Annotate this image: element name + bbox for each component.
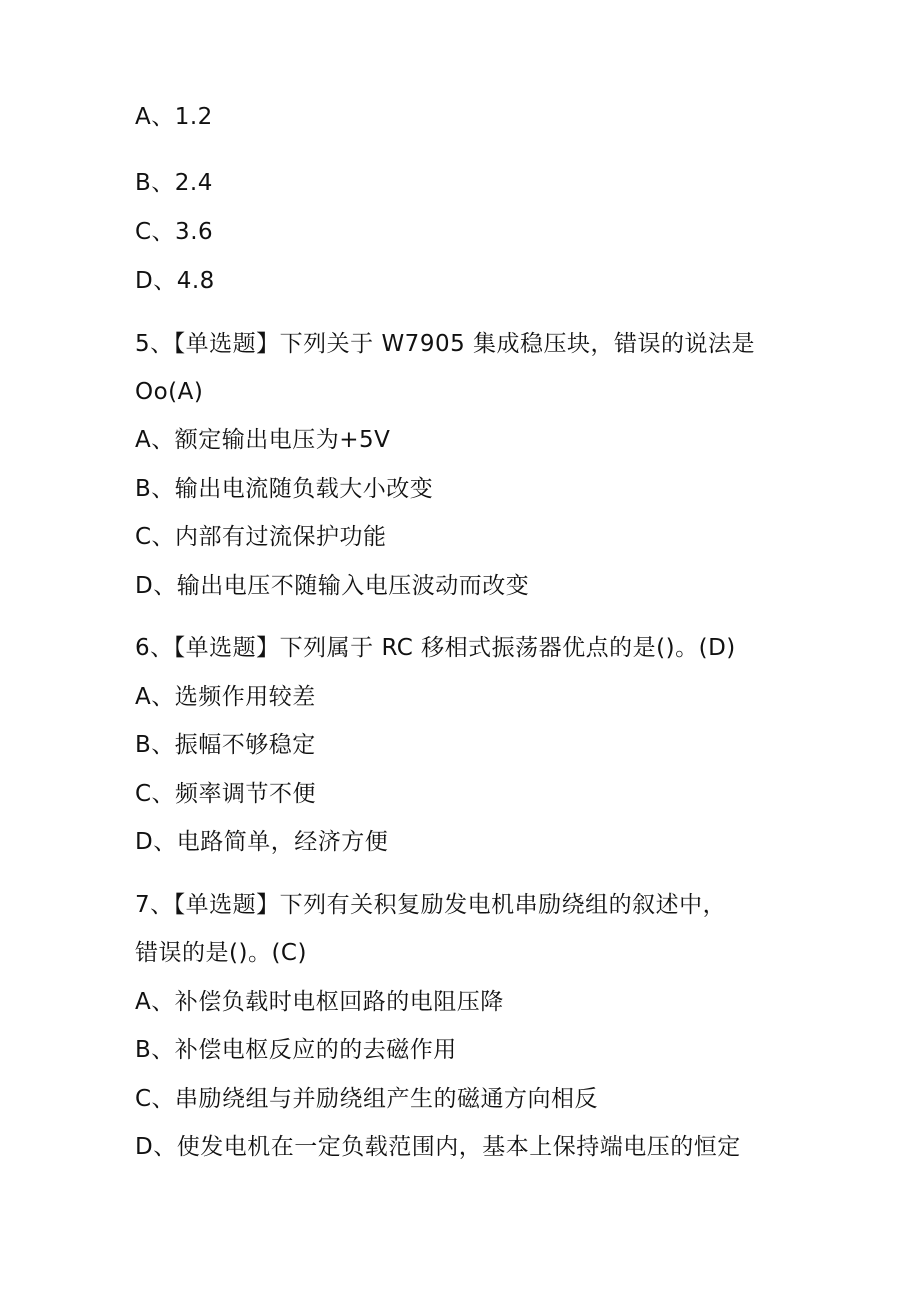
q5-option-d: D、输出电压不随输入电压波动而改变 xyxy=(135,573,530,599)
q7-option-b: B、补偿电枢反应的的去磁作用 xyxy=(135,1037,457,1063)
q7-option-c: C、串励绕组与并励绕组产生的磁通方向相反 xyxy=(135,1086,599,1112)
q5-stem-continued: Oo(A) xyxy=(135,379,204,405)
q4-option-a: A、1.2 xyxy=(135,104,213,130)
q5-option-a: A、额定输出电压为+5V xyxy=(135,427,391,453)
q7-stem: 7、【单选题】下列有关积复励发电机串励绕组的叙述中， xyxy=(135,892,727,918)
q6-option-a: A、选频作用较差 xyxy=(135,684,316,710)
q7-option-a: A、补偿负载时电枢回路的电阻压降 xyxy=(135,989,504,1015)
q7-option-d: D、使发电机在一定负载范围内，基本上保持端电压的恒定 xyxy=(135,1134,741,1160)
q6-option-b: B、振幅不够稳定 xyxy=(135,732,316,758)
q5-stem: 5、【单选题】下列关于 W7905 集成稳压块，错误的说法是 xyxy=(135,331,756,357)
q4-option-b: B、2.4 xyxy=(135,170,213,196)
q4-option-d: D、4.8 xyxy=(135,268,215,294)
q4-option-c: C、3.6 xyxy=(135,219,214,245)
q7-stem-continued: 错误的是()。(C) xyxy=(135,940,307,966)
q5-option-b: B、输出电流随负载大小改变 xyxy=(135,476,434,502)
q6-stem: 6、【单选题】下列属于 RC 移相式振荡器优点的是()。(D) xyxy=(135,635,736,661)
q6-option-c: C、频率调节不便 xyxy=(135,781,317,807)
q5-option-c: C、内部有过流保护功能 xyxy=(135,524,387,550)
q6-option-d: D、电路简单，经济方便 xyxy=(135,829,389,855)
